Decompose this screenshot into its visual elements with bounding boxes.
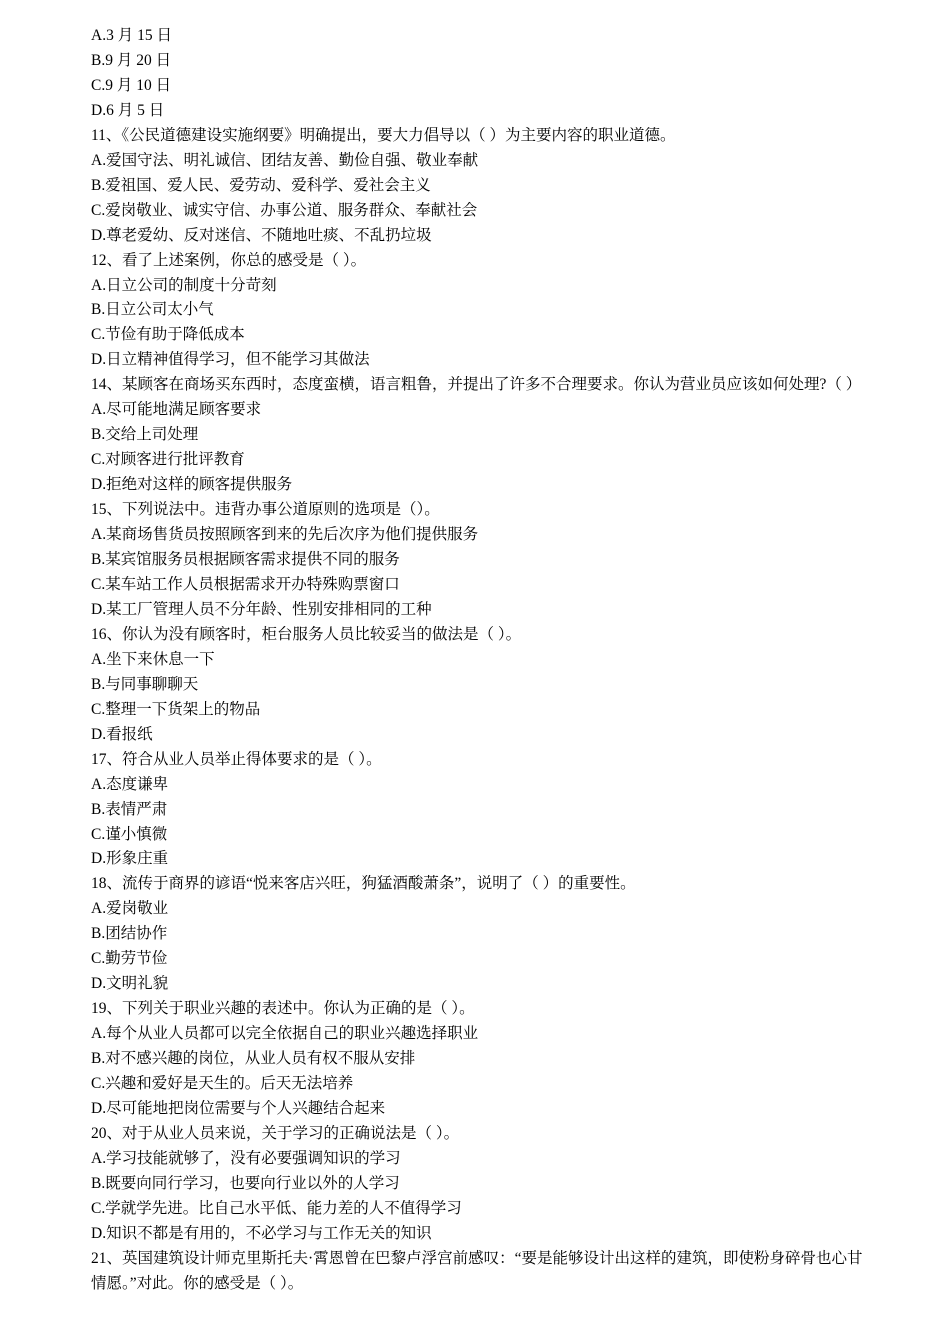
question-line: 15、下列说法中。违背办事公道原则的选项是（）。	[91, 501, 440, 519]
option-line: D.文明礼貌	[91, 975, 169, 993]
option-line: B.日立公司太小气	[91, 301, 214, 319]
option-line: B.爱祖国、爱人民、爱劳动、爱科学、爱社会主义	[91, 176, 431, 194]
option-line: B.既要向同行学习，也要向行业以外的人学习	[91, 1174, 400, 1192]
document-page	[91, 24, 866, 1297]
question-line: 14、某顾客在商场买东西时，态度蛮横，语言粗鲁，并提出了许多不合理要求。你认为营业员应该如何处理?（ ）	[91, 376, 862, 394]
question-line: 20、对于从业人员来说，关于学习的正确说法是（ ）。	[91, 1124, 460, 1142]
option-line: C.兴趣和爱好是天生的。后天无法培养	[91, 1075, 354, 1093]
question-line: 18、流传于商界的谚语“悦来客店兴旺，狗猛酒酸萧条”，说明了（ ）的重要性。	[91, 875, 636, 893]
option-line: C.谨小慎微	[91, 825, 168, 843]
option-line: A.坐下来休息一下	[91, 650, 215, 668]
option-line: B.9 月 20 日	[91, 51, 172, 69]
option-line: B.对不感兴趣的岗位，从业人员有权不服从安排	[91, 1050, 416, 1068]
question-line: 21、英国建筑设计师克里斯托夫·霄恩曾在巴黎卢浮宫前感叹：“要是能够设计出这样的建筑，即使粉身碎骨也心甘情愿。”对此。你的感受是（ ）。	[91, 1249, 863, 1292]
option-line: C.勤劳节俭	[91, 950, 168, 968]
option-line: D.形象庄重	[91, 850, 169, 868]
option-line: A.尽可能地满足顾客要求	[91, 401, 262, 419]
option-line: C.学就学先进。比自己水平低、能力差的人不值得学习	[91, 1199, 462, 1217]
option-line: A.学习技能就够了，没有必要强调知识的学习	[91, 1149, 401, 1167]
option-line: A.态度谦卑	[91, 775, 169, 793]
option-line: D.尊老爱幼、反对迷信、不随地吐痰、不乱扔垃圾	[91, 226, 432, 244]
option-line: D.知识不都是有用的，不必学习与工作无关的知识	[91, 1224, 432, 1242]
question-line: 16、你认为没有顾客时，柜台服务人员比较妥当的做法是（ ）。	[91, 625, 522, 643]
option-line: D.6 月 5 日	[91, 101, 165, 119]
option-line: D.看报纸	[91, 725, 153, 743]
option-line: B.交给上司处理	[91, 426, 199, 444]
option-line: C.爱岗敬业、诚实守信、办事公道、服务群众、奉献社会	[91, 201, 478, 219]
option-line: C.节俭有助于降低成本	[91, 326, 245, 344]
option-line: D.某工厂管理人员不分年龄、性别安排相同的工种	[91, 600, 432, 618]
option-line: B.表情严肃	[91, 800, 168, 818]
option-line: B.团结协作	[91, 925, 168, 943]
option-line: C.对顾客进行批评教育	[91, 451, 245, 469]
question-line: 19、下列关于职业兴趣的表述中。你认为正确的是（ ）。	[91, 1000, 475, 1018]
question-line: 17、符合从业人员举止得体要求的是（ ）。	[91, 750, 382, 768]
option-line: C.整理一下货架上的物品	[91, 700, 261, 718]
option-line: D.日立精神值得学习，但不能学习其做法	[91, 351, 370, 369]
option-line: C.9 月 10 日	[91, 76, 172, 94]
question-line: 11、《公民道德建设实施纲要》明确提出，要大力倡导以（ ）为主要内容的职业道德。	[91, 126, 676, 144]
option-line: A.某商场售货员按照顾客到来的先后次序为他们提供服务	[91, 526, 479, 544]
option-line: B.与同事聊聊天	[91, 675, 199, 693]
option-line: A.3 月 15 日	[91, 27, 172, 44]
option-line: A.爱国守法、明礼诚信、团结友善、勤俭自强、敬业奉献	[91, 151, 479, 169]
option-line: B.某宾馆服务员根据顾客需求提供不同的服务	[91, 551, 400, 569]
option-line: A.日立公司的制度十分苛刻	[91, 276, 277, 294]
option-line: A.每个从业人员都可以完全依据自己的职业兴趣选择职业	[91, 1025, 479, 1043]
option-line: D.尽可能地把岗位需要与个人兴趣结合起来	[91, 1099, 386, 1117]
option-line: A.爱岗敬业	[91, 900, 169, 918]
option-line: D.拒绝对这样的顾客提供服务	[91, 476, 293, 494]
option-line: C.某车站工作人员根据需求开办特殊购票窗口	[91, 575, 400, 593]
question-line: 12、看了上述案例，你总的感受是（ ）。	[91, 251, 367, 269]
